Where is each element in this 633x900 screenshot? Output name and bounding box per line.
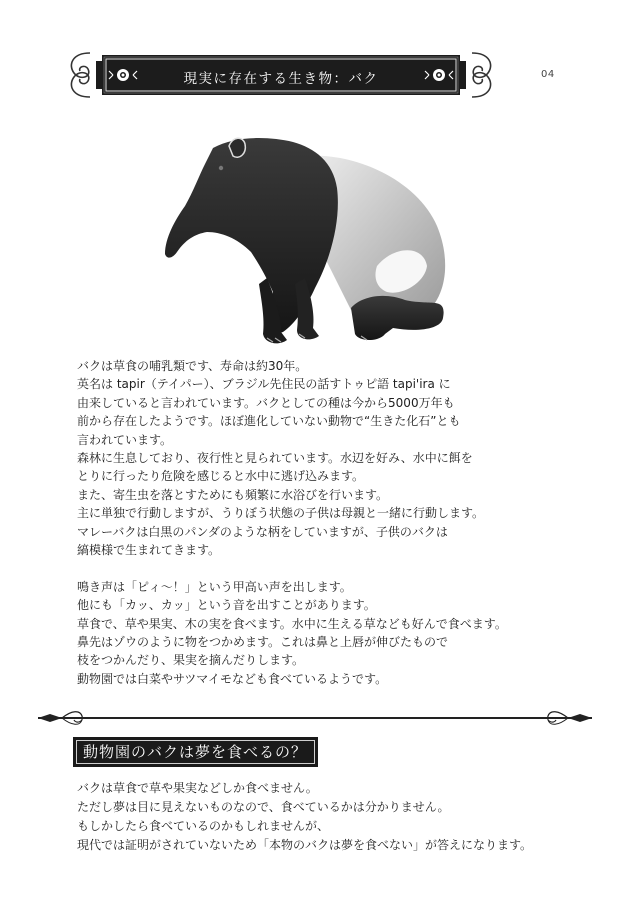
body-line: 他にも「カッ、カッ」という音を出すことがあります。: [77, 598, 376, 613]
body-line: 前から存在したようです。ほぼ進化していない動物で“生きた化石”とも: [77, 414, 461, 429]
answer-line: もしかしたら食べているのかもしれませんが、: [77, 819, 330, 833]
body-line: 動物園では白菜やサツマイモなども食べているようです。: [77, 671, 388, 686]
section-divider: [32, 708, 598, 728]
body-line: 森林に生息しており、夜行性と見られています。水辺を好み、水中に餌を: [77, 451, 473, 466]
ornamental-divider-line: [32, 708, 598, 728]
body-line: 由来していると言われています。バクとしての種は今から5000万年も: [77, 395, 455, 410]
paragraph-gap: [77, 559, 557, 577]
body-line: 縞模様で生まれてきます。: [77, 543, 221, 558]
body-line: 主に単独で行動しますが、うりぼう状態の子供は母親と一緒に行動します。: [77, 506, 485, 521]
chapter-header-banner: [66, 45, 496, 105]
body-line: 鳴き声は「ピィ～！」という甲高い声を出します。: [77, 579, 352, 594]
body-line: バクは草食の哺乳類です、寿命は約30年。: [77, 359, 308, 373]
tapir-photo: [155, 128, 455, 350]
tapir-illustration: [155, 128, 455, 350]
article-body: [77, 357, 557, 688]
answer-line: バクは草食で草や果実などしか食べません。: [77, 781, 318, 795]
answer-line: 現代では証明がされていないため「本物のバクは夢を食べない」が答えになります。: [77, 838, 533, 852]
body-line: 英名は tapir（テイパー）、ブラジル先住民の話すトゥピ語 tapi'ira に: [77, 377, 451, 392]
chapter-title: 現実に存在する生き物：バク: [183, 71, 379, 87]
body-line: 言われています。: [77, 432, 173, 447]
body-line: 枝をつかんだり、果実を摘んだりします。: [77, 653, 305, 668]
body-line: 草食で、草や果実、木の実を食べます。水中に生える草なども好んで食べます。: [77, 616, 507, 631]
body-line: 鼻先はゾウのように物をつかめます。これは鼻と上唇が伸びたもので: [77, 635, 449, 650]
answer-body: [77, 779, 577, 855]
page-number: 04: [541, 69, 555, 80]
answer-line: ただし夢は目に見えないものなので、食べているかは分かりません。: [77, 800, 450, 814]
question-heading: 動物園のバクは夢を食べるの？: [83, 743, 308, 761]
question-heading-box: [74, 738, 317, 766]
body-line: また、寄生虫を落とすためにも頻繁に水浴びを行います。: [77, 487, 389, 502]
body-line: マレーバクは白黒のパンダのような柄をしていますが、子供のバクは: [77, 524, 448, 539]
body-line: とりに行ったり危険を感じると水中に逃げ込みます。: [77, 469, 365, 484]
